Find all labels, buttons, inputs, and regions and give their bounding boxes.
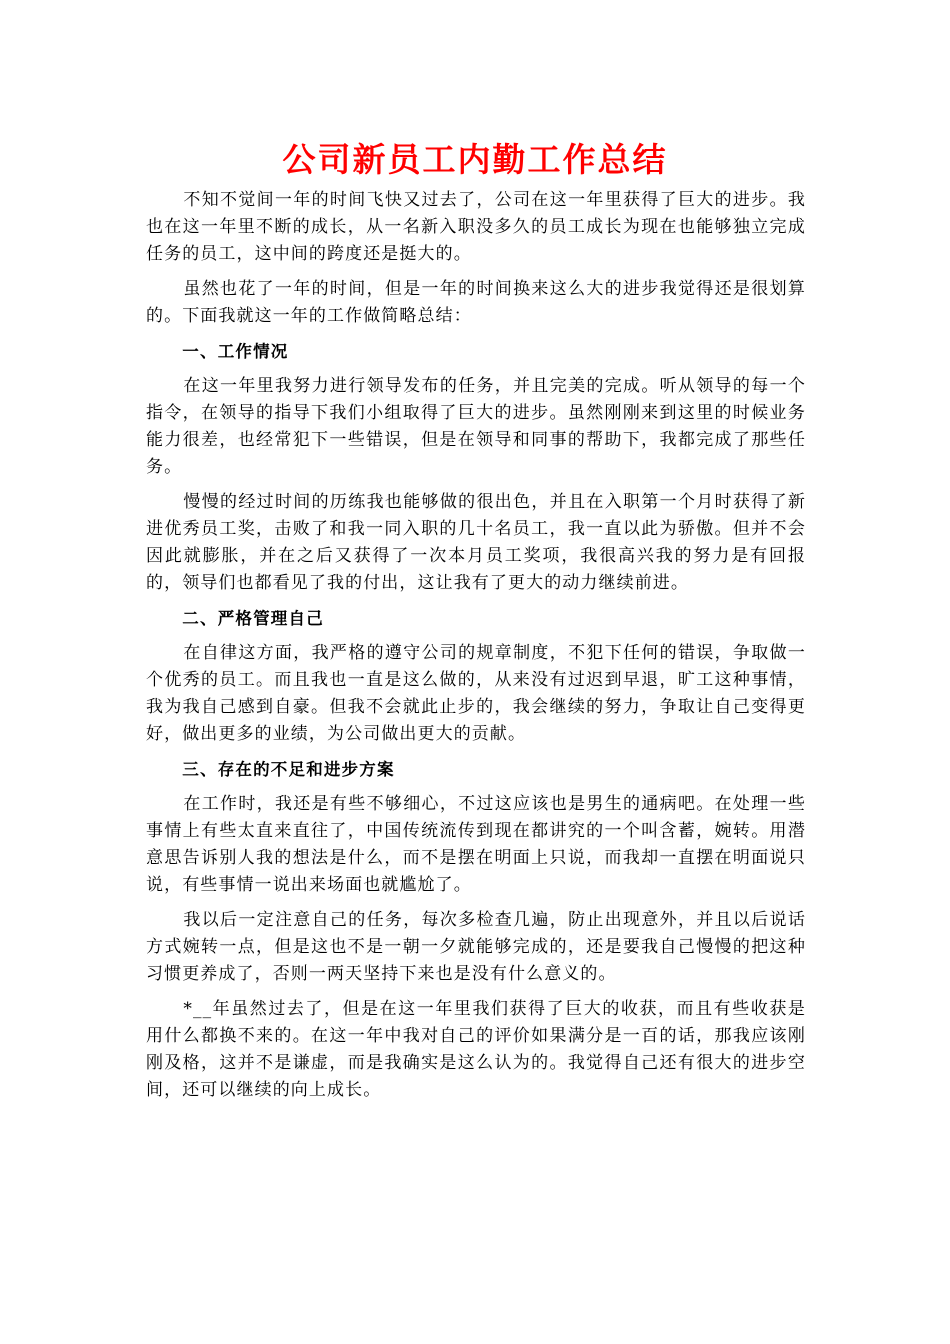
section-heading-shortcomings: 三、存在的不足和进步方案 — [182, 760, 395, 779]
section-heading-discipline: 二、严格管理自己 — [182, 609, 324, 628]
paragraph-shortcomings-2: 我以后一定注意自己的任务，每次多检查几遍，防止出现意外，并且以后说话方式婉转一点，但是这也不是一朝一夕就能够完成的，还是要我自己慢慢的把这种习惯更养成了，否则一两天坚持下来也是没有什么意义的。 — [146, 910, 806, 984]
paragraph-intro: 不知不觉间一年的时间飞快又过去了，公司在这一年里获得了巨大的进步。我也在这一年里不断的成长，从一名新入职没多久的员工成长为现在也能够独立完成任务的员工，这中间的跨度还是挺大的。 — [146, 190, 806, 264]
paragraph-summary-lead: 虽然也花了一年的时间，但是一年的时间换来这么大的进步我觉得还是很划算的。下面我就这一年的工作做简略总结： — [146, 279, 806, 326]
section-heading-work: 一、工作情况 — [182, 342, 289, 361]
document-title: 公司新员工内勤工作总结 — [282, 140, 668, 179]
document-body — [146, 187, 806, 1112]
paragraph-work-2: 慢慢的经过时间的历练我也能够做的很出色，并且在入职第一个月时获得了新进优秀员工奖，击败了和我一同入职的几十名员工，我一直以此为骄傲。但并不会因此就膨胀，并在之后又获得了一次本月员工奖项，我很高兴我的努力是有回报的，领导们也都看见了我的付出，这让我有了更大的动力继续前进。 — [146, 492, 806, 593]
paragraph-conclusion: *__年虽然过去了，但是在这一年里我们获得了巨大的收获，而且有些收获是用什么都换不来的。在这一年中我对自己的评价如果满分是一百的话，那我应该刚刚及格，这并不是谦虚，而是我确实是这么认为的。我觉得自己还有很大的进步空间，还可以继续的向上成长。 — [146, 999, 806, 1100]
paragraph-discipline: 在自律这方面，我严格的遵守公司的规章制度，不犯下任何的错误，争取做一个优秀的员工。而且我也一直是这么做的，从来没有过迟到早退，旷工这种事情，我为我自己感到自豪。但我不会就此止步的，我会继续的努力，争取让自己变得更好，做出更多的业绩，为公司做出更大的贡献。 — [146, 643, 806, 744]
paragraph-shortcomings-1: 在工作时，我还是有些不够细心，不过这应该也是男生的通病吧。在处理一些事情上有些太直来直往了，中国传统流传到现在都讲究的一个叫含蓄，婉转。用潜意思告诉别人我的想法是什么，而不是摆在明面上只说，而我却一直摆在明面说只说，有些事情一说出来场面也就尴尬了。 — [146, 794, 806, 895]
paragraph-work-1: 在这一年里我努力进行领导发布的任务，并且完美的完成。听从领导的每一个指令，在领导的指导下我们小组取得了巨大的进步。虽然刚刚来到这里的时候业务能力很差，也经常犯下一些错误，但是在领导和同事的帮助下，我都完成了那些任务。 — [146, 376, 806, 477]
